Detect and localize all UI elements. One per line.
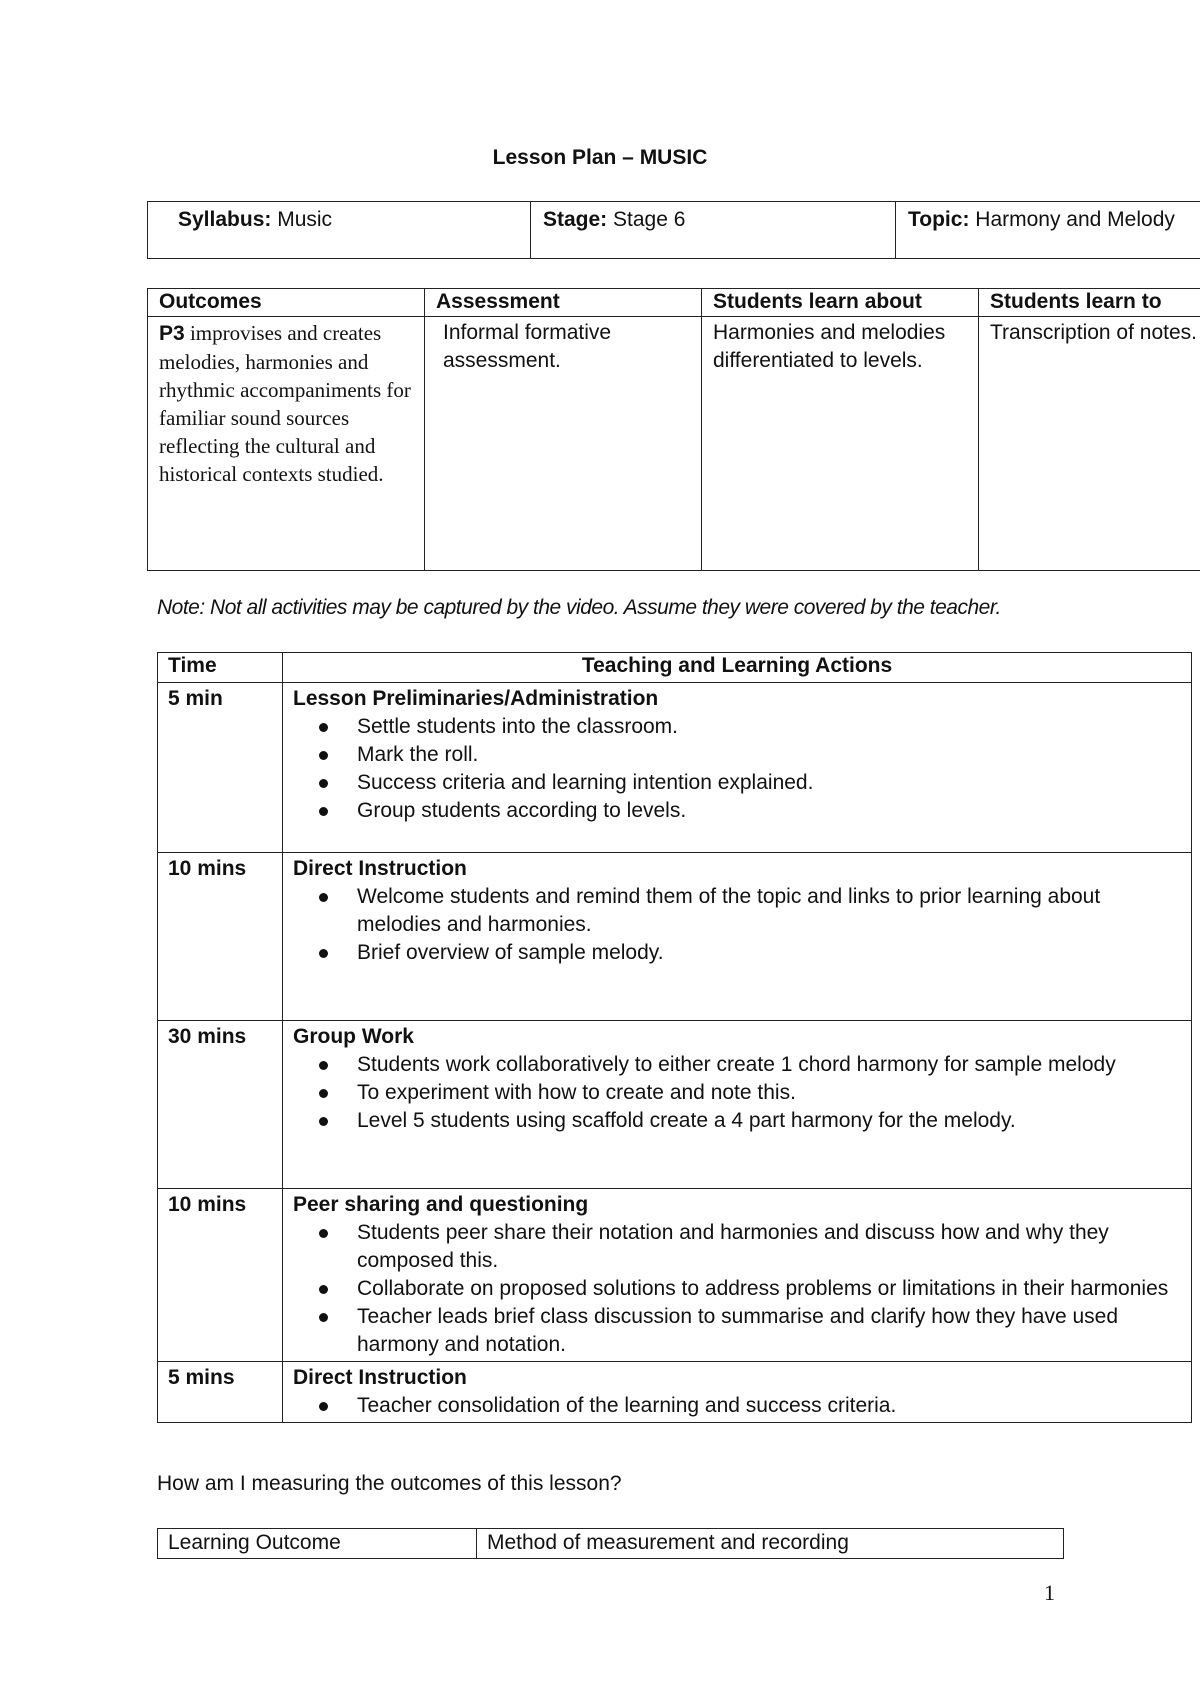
learn-about-cell: Harmonies and melodies differentiated to levels.: [702, 317, 979, 571]
bullet-list: [293, 1392, 1181, 1420]
syllabus-value: Music: [277, 208, 333, 231]
list-item: Teacher leads brief class discussion to summarise and clarify how they have used harmony and notation.: [357, 1303, 1181, 1359]
actions-table: [157, 652, 1192, 1423]
method-header: Method of measurement and recording: [477, 1529, 1064, 1559]
measure-question: How am I measuring the outcomes of this lesson?: [157, 1472, 622, 1495]
table-row: [158, 1021, 1192, 1189]
section-title: Lesson Preliminaries/Administration: [293, 687, 659, 710]
actions-cell: [283, 1021, 1192, 1189]
section-title: Direct Instruction: [293, 1366, 467, 1389]
bullet-list: [293, 883, 1181, 967]
stage-label: Stage:: [543, 208, 608, 231]
measurement-table: [157, 1528, 1064, 1559]
learn-to-header: Students learn to: [979, 289, 1200, 317]
topic-value: Harmony and Melody: [975, 208, 1175, 231]
actions-header: Teaching and Learning Actions: [283, 653, 1192, 683]
outcomes-header: Outcomes: [148, 289, 425, 317]
list-item: Brief overview of sample melody.: [357, 939, 1181, 967]
actions-cell: [283, 1189, 1192, 1362]
topic-label: Topic:: [908, 208, 970, 231]
time-cell: 5 mins: [158, 1362, 283, 1423]
list-item: Settle students into the classroom.: [357, 713, 1181, 741]
list-item: Welcome students and remind them of the topic and links to prior learning about melodies and harmonies.: [357, 883, 1181, 939]
page-title: Lesson Plan – MUSIC: [492, 146, 708, 169]
topic-cell: [896, 202, 1200, 259]
time-cell: 5 min: [158, 683, 283, 853]
bullet-list: [293, 1051, 1181, 1135]
list-item: Group students according to levels.: [357, 797, 1181, 825]
list-item: Level 5 students using scaffold create a 4 part harmony for the melody.: [357, 1107, 1181, 1135]
learn-about-header: Students learn about: [702, 289, 979, 317]
actions-cell: [283, 683, 1192, 853]
outcome-cell: [148, 317, 425, 571]
stage-value: Stage 6: [613, 208, 686, 231]
list-item: Students peer share their notation and harmonies and discuss how and why they composed this.: [357, 1219, 1181, 1275]
table-row: [158, 683, 1192, 853]
syllabus-label: Syllabus:: [178, 208, 272, 231]
table-row: [158, 853, 1192, 1021]
stage-cell: [531, 202, 896, 259]
list-item: Teacher consolidation of the learning and success criteria.: [357, 1392, 1181, 1420]
list-item: Students work collaboratively to either create 1 chord harmony for sample melody: [357, 1051, 1181, 1079]
learning-outcome-header: Learning Outcome: [158, 1529, 477, 1559]
outcome-text: improvises and creates melodies, harmonies and rhythmic accompaniments for familiar sound sources reflecting the cultural and historical contexts studied.: [159, 321, 411, 486]
actions-cell: [283, 853, 1192, 1021]
section-title: Group Work: [293, 1025, 414, 1048]
table-row: [158, 1362, 1192, 1423]
table-row: [158, 1189, 1192, 1362]
section-title: Peer sharing and questioning: [293, 1193, 589, 1216]
bullet-list: [293, 1219, 1181, 1359]
syllabus-cell: [148, 202, 531, 259]
outcome-code: P3: [159, 322, 185, 345]
note-text: Note: Not all activities may be captured by the video. Assume they were covered by the teacher.: [157, 596, 1001, 619]
bullet-list: [293, 713, 1181, 825]
time-header: Time: [158, 653, 283, 683]
time-cell: 10 mins: [158, 1189, 283, 1362]
assessment-cell: Informal formative assessment.: [425, 317, 702, 571]
outcomes-table: [147, 288, 1200, 571]
header-table: [147, 201, 1200, 259]
assessment-header: Assessment: [425, 289, 702, 317]
page-number: 1: [1044, 1580, 1055, 1605]
time-cell: 10 mins: [158, 853, 283, 1021]
section-title: Direct Instruction: [293, 857, 467, 880]
learn-to-cell: Transcription of notes.: [979, 317, 1200, 571]
list-item: Mark the roll.: [357, 741, 1181, 769]
actions-cell: [283, 1362, 1192, 1423]
time-cell: 30 mins: [158, 1021, 283, 1189]
list-item: To experiment with how to create and note this.: [357, 1079, 1181, 1107]
list-item: Success criteria and learning intention explained.: [357, 769, 1181, 797]
list-item: Collaborate on proposed solutions to address problems or limitations in their harmonies: [357, 1275, 1181, 1303]
